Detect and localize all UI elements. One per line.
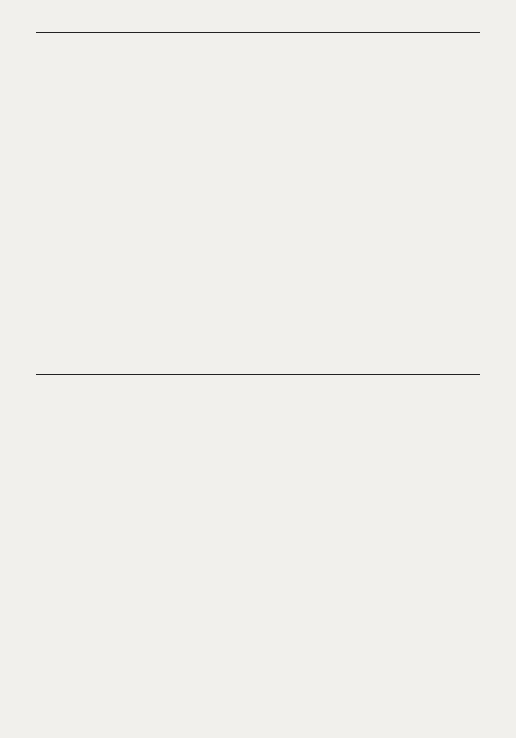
text-block-top <box>40 52 476 352</box>
section-divider <box>36 374 480 375</box>
header-rule <box>36 32 480 33</box>
text-block-bottom <box>40 396 476 690</box>
